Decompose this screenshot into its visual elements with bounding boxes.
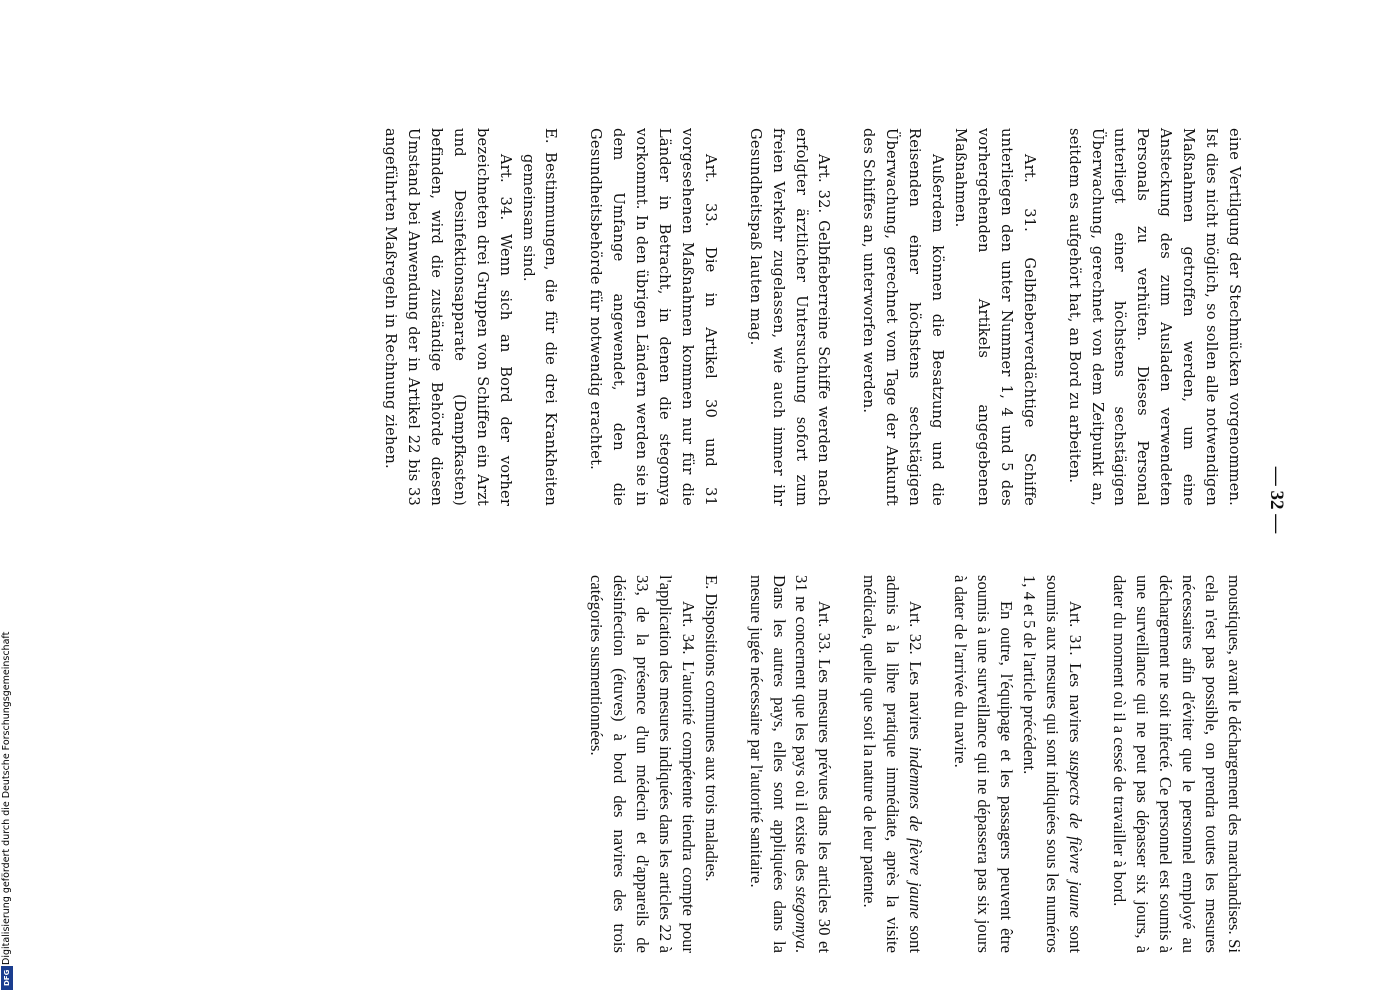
french-article-33: [744, 575, 836, 953]
french-article-32: [857, 575, 926, 953]
german-article-31: Art. 31. Gelbfieberverdächtige Schiffe unterliegen den unter Nummer 1, 4 und 5 des vorhergehenden Artikels angegebenen Maßnahmen.: [952, 128, 1038, 506]
french-column: [584, 575, 1245, 953]
article-text: Art. 33. Les mesures prévues dans les articles 30 et 31 ne concernent que les pays où il existe des: [792, 575, 835, 953]
german-column: [378, 128, 1245, 506]
page-number: — 32 —: [1266, 466, 1287, 534]
article-text: Art. 31. Les navires: [1065, 601, 1085, 751]
french-article-31: [1017, 575, 1086, 953]
digitization-credit: Digitalisierung gefördert durch die Deutsche Forschungsgemeinschaft DFG: [0, 596, 15, 996]
german-paragraph: eine Vertilgung der Stechmücken vorgenommen. Ist dies nicht möglich, so sollen alle notwendigen Maßnahmen getroffen werden, um eine Ansteckung des zum Ausladen verwendeten Personals zu verhüten. Dieses Personal unterliegt einer höchstens sechstägigen Überwachung, gerechnet von dem Zeitpunkt an, seitdem es aufgehört hat, an Bord zu arbeiten.: [1065, 128, 1243, 506]
article-italic-term: indemnes de fièvre jaune: [906, 746, 926, 919]
french-paragraph: En outre, l'équipage et les passagers peuvent être soumis à une surveillance qui ne dépassera pas six jours à dater de l'arrivée du navire.: [951, 575, 1016, 953]
german-paragraph: Außerdem können die Besatzung und die Reisenden einer höchstens sechstägigen Überwachung, gerechnet vom Tage der Ankunft des Schiffes an, unterworfen werden.: [860, 128, 947, 506]
french-paragraph: moustiques, avant le déchargement des marchandises. Si cela n'est pas possible, on prendra toutes les mesures nécessaires afin d'éviter que le personnel employé au déchargement ne soit infecté. Ce personnel est soumis à une surveillance qui ne peut pas dépasser six jours, à dater du moment où il a cessé de travailler à bord.: [1110, 575, 1244, 953]
article-text: . Dans les autres pays, elles sont appliquées dans la mesure jugée nécessaire par l'autorité sanitaire.: [746, 575, 812, 953]
article-text: sont admis à la libre pratique immédiate, après la visite médicale, quelle que soit la nature de leur patente.: [860, 575, 926, 953]
article-text: sont soumis aux mesures qui sont indiquées sous les numéros 1, 4 et 5 de l'article précédent.: [1019, 575, 1085, 953]
article-italic-term: stegomya: [792, 886, 812, 949]
german-article-33: Art. 33. Die in Artikel 30 und 31 vorgesehenen Maßnahmen kommen nur für die Länder in Betracht, in denen die stegomya vorkommt. In den übrigen Ländern werden sie in dem Umfange angewendet, den die Gesundheitsbehörde für notwendig erachtet.: [587, 128, 719, 506]
german-article-34: Art. 34. Wenn sich an Bord der vorher bezeichneten drei Gruppen von Schiffen ein Arzt und Desinfektionsapparate (Dampfkasten) befinden, wird die zuständige Behörde diesen Umstand bei Anwendung der in Artikel 22 bis 33 angeführten Maßregeln in Rechnung ziehen.: [382, 128, 514, 506]
german-article-32: Art. 32. Gelbfieberreine Schiffe werden nach erfolgter ärztlicher Untersuchung sofort zum freien Verkehr zugelassen, wie auch immer ihr Gesundheitspaß lauten mag.: [746, 128, 833, 506]
french-article-34: Art. 34. L'autorité compétente tiendra compte pour l'application des mesures indiquées dans les articles 22 à 33, de la présence d'un médecin et d'appareils de désinfection (étuves) à bord des navires des trois catégories susmentionnées.: [587, 575, 698, 953]
dfg-logo: DFG: [1, 966, 13, 990]
german-section-heading: E. Bestimmungen, die für die drei Krankheiten gemeinsam sind.: [519, 128, 560, 506]
article-text: Art. 32. Les navires: [906, 601, 926, 747]
french-section-heading: E. Dispositions communes aux trois maladies.: [701, 575, 721, 882]
article-italic-term: suspects de fièvre jaune: [1065, 750, 1085, 918]
